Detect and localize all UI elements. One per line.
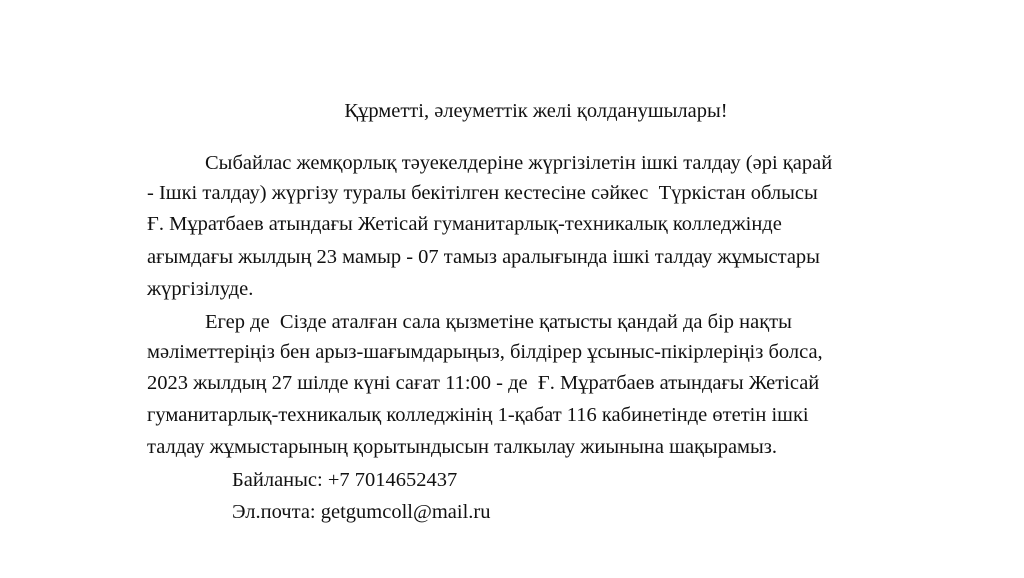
paragraph1-line-4: ағымдағы жылдың 23 мамыр - 07 тамыз аралығында ішкі талдау жұмыстары (147, 246, 820, 268)
contact-email: Эл.почта: getgumcoll@mail.ru (232, 501, 491, 523)
greeting-title: Құрметті, әлеуметтік желі қолданушылары! (344, 100, 728, 122)
paragraph2-line-1: Егер де Сізде аталған сала қызметіне қатысты қандай да бір нақты (205, 311, 792, 333)
paragraph1-line-2: - Ішкі талдау) жүргізу туралы бекітілген кестесіне сәйкес Түркістан облысы (147, 182, 818, 204)
paragraph1-line-1: Сыбайлас жемқорлық тәуекелдеріне жүргізілетін ішкі талдау (әрі қарай (205, 152, 833, 174)
paragraph2-line-3: 2023 жылдың 27 шілде күні сағат 11:00 - де Ғ. Мұратбаев атындағы Жетісай (147, 372, 820, 394)
paragraph1-line-5: жүргізілуде. (147, 278, 254, 300)
paragraph2-line-2: мәліметтеріңіз бен арыз-шағымдарыңыз, білдірер ұсыныс-пікірлеріңіз болса, (147, 341, 823, 363)
paragraph2-line-4: гуманитарлық-техникалық колледжінің 1-қабат 116 кабинетінде өтетін ішкі (147, 404, 809, 426)
paragraph1-line-3: Ғ. Мұратбаев атындағы Жетісай гуманитарлық-техникалық колледжінде (147, 213, 782, 235)
contact-phone: Байланыс: +7 7014652437 (232, 469, 458, 491)
paragraph2-line-5: талдау жұмыстарының қорытындысын талкылау жиынына шақырамыз. (147, 436, 778, 458)
